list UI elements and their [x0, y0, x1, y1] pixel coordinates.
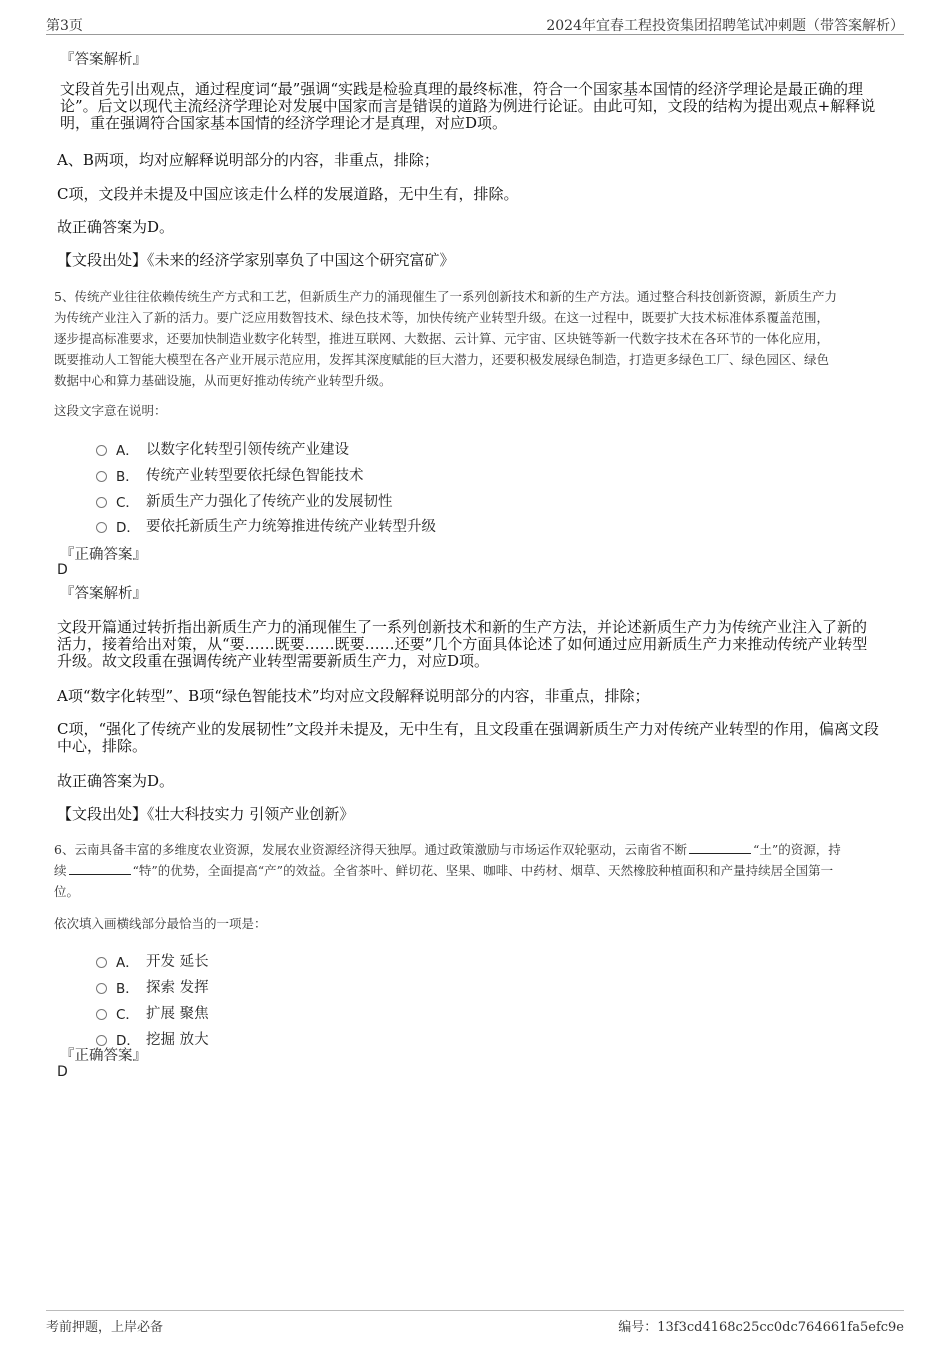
option-text: 开发 延长 — [146, 954, 209, 970]
question-text-part: 6、云南具备丰富的多维度农业资源，发展农业资源经济得天独厚。通过政策激励与市场运作双轮驱动，云南省不断 — [54, 842, 687, 857]
option-label: B． — [116, 980, 139, 997]
option-c[interactable] — [96, 490, 393, 511]
analysis-line: 中心，排除。 — [57, 737, 148, 755]
option-label: A． — [116, 954, 139, 971]
analysis-paragraph — [57, 619, 902, 670]
option-label: C． — [116, 494, 139, 511]
analysis-paragraph — [60, 81, 900, 132]
option-text: 挖掘 放大 — [146, 1032, 209, 1048]
option-label: B． — [116, 468, 139, 485]
correct-answer: D — [57, 562, 68, 578]
fill-blank-2 — [69, 862, 131, 875]
question-6-prompt: 依次填入画横线部分最恰当的一项是： — [54, 916, 267, 931]
question-6-text — [54, 839, 904, 902]
radio-icon[interactable] — [96, 983, 107, 994]
page-number: 第3页 — [46, 18, 83, 34]
option-b[interactable] — [96, 464, 364, 485]
option-text: 要依托新质生产力统筹推进传统产业转型升级 — [146, 519, 436, 535]
option-label: D． — [116, 1032, 140, 1049]
analysis-line: C项，“强化了传统产业的发展韧性”文段并未提及，无中生有，且文段重在强调新质生产力对传统产业转型的作用，偏离文段 — [57, 720, 879, 738]
radio-icon[interactable] — [96, 497, 107, 508]
source-citation: 【文段出处】《壮大科技实力 引领产业创新》 — [57, 805, 355, 823]
source-citation: 【文段出处】《未来的经济学家别辜负了中国这个研究富矿》 — [57, 251, 455, 269]
option-c[interactable] — [96, 1002, 209, 1023]
correct-answer-tag: 『正确答案』 — [60, 547, 147, 563]
question-line: 位。 — [54, 884, 80, 899]
analysis-line: 活力，接着给出对策，从“要……既要……既要……还要”几个方面具体论述了如何通过应用新质生产力来推动传统产业转型 — [57, 635, 868, 653]
question-line: 5、传统产业往往依赖传统生产方式和工艺，但新质生产力的涌现催生了一系列创新技术和新的生产方法。通过整合科技创新资源，新质生产力 — [54, 289, 837, 304]
option-a[interactable] — [96, 438, 349, 459]
analysis-tag: 『答案解析』 — [60, 586, 147, 602]
radio-icon[interactable] — [96, 471, 107, 482]
option-label: C． — [116, 1006, 139, 1023]
radio-icon[interactable] — [96, 1009, 107, 1020]
option-text: 以数字化转型引领传统产业建设 — [146, 442, 349, 458]
question-text-part: “特”的优势，全面提高“产”的效益。全省茶叶、鲜切花、坚果、咖啡、中药材、烟草、天然橡胶种植面积和产量持续居全国第一 — [132, 863, 834, 878]
option-d[interactable] — [96, 515, 436, 536]
option-text: 探索 发挥 — [146, 980, 209, 996]
option-label: A． — [116, 442, 139, 459]
question-5-text — [54, 286, 904, 391]
question-text-part: 续 — [54, 863, 67, 878]
analysis-option-c: C项，文段并未提及中国应该走什么样的发展道路，无中生有，排除。 — [57, 185, 519, 203]
document-id: 编号：13f3cd4168c25cc0dc764661fa5efc9e — [618, 1320, 904, 1335]
option-text: 扩展 聚焦 — [146, 1006, 209, 1022]
question-text-part: “土”的资源，持 — [752, 842, 841, 857]
document-title: 2024年宜春工程投资集团招聘笔试冲刺题（带答案解析） — [546, 18, 904, 34]
correct-answer-tag: 『正确答案』 — [60, 1048, 147, 1064]
analysis-option-ab: A项“数字化转型”、B项“绿色智能技术”均对应文段解释说明部分的内容，非重点，排除； — [57, 687, 650, 705]
option-a[interactable] — [96, 950, 209, 971]
radio-icon[interactable] — [96, 957, 107, 968]
analysis-option-c — [57, 721, 902, 755]
analysis-tag: 『答案解析』 — [60, 52, 147, 68]
analysis-conclusion: 故正确答案为D。 — [57, 218, 175, 236]
correct-answer: D — [57, 1064, 68, 1080]
analysis-line: 升级。故文段重在强调传统产业转型需要新质生产力，对应D项。 — [57, 652, 490, 670]
option-label: D． — [116, 519, 140, 536]
question-line: 数据中心和算力基础设施，从而更好推动传统产业转型升级。 — [54, 373, 392, 388]
page-header — [46, 12, 904, 35]
radio-icon[interactable] — [96, 522, 107, 533]
option-text: 新质生产力强化了传统产业的发展韧性 — [146, 494, 393, 510]
option-text: 传统产业转型要依托绿色智能技术 — [146, 468, 364, 484]
radio-icon[interactable] — [96, 445, 107, 456]
analysis-line: 文段开篇通过转折指出新质生产力的涌现催生了一系列创新技术和新的生产方法，并论述新质生产力为传统产业注入了新的 — [57, 618, 868, 636]
footer-slogan: 考前押题，上岸必备 — [46, 1320, 164, 1335]
fill-blank-1 — [689, 841, 751, 854]
analysis-option-ab: A、B两项，均对应解释说明部分的内容，非重点，排除； — [57, 151, 439, 169]
analysis-line: 明，重在强调符合国家基本国情的经济学理论才是真理，对应D项。 — [60, 114, 508, 132]
analysis-line: 文段首先引出观点，通过程度词“最”强调“实践是检验真理的最终标准，符合一个国家基本国情的经济学理论是最正确的理 — [60, 80, 864, 98]
question-line — [54, 839, 904, 860]
analysis-line: 论”。后文以现代主流经济学理论对发展中国家而言是错误的道路为例进行论证。由此可知，文段的结构为提出观点+解释说 — [60, 97, 876, 115]
analysis-conclusion: 故正确答案为D。 — [57, 772, 175, 790]
question-5-prompt: 这段文字意在说明： — [54, 403, 167, 418]
question-line: 既要推动人工智能大模型在各产业开展示范应用，发挥其深度赋能的巨大潜力，还要积极发展绿色制造，打造更多绿色工厂、绿色园区、绿色 — [54, 352, 830, 367]
question-line — [54, 860, 904, 881]
option-b[interactable] — [96, 976, 209, 997]
question-line: 逐步提高标准要求，还要加快制造业数字化转型，推进互联网、大数据、云计算、元宇宙、区块链等新一代数字技术在各环节的一体化应用， — [54, 331, 830, 346]
page-footer — [46, 1310, 904, 1337]
question-line: 为传统产业注入了新的活力。要广泛应用数智技术、绿色技术等，加快传统产业转型升级。在这一过程中，既要扩大技术标准体系覆盖范围， — [54, 310, 830, 325]
